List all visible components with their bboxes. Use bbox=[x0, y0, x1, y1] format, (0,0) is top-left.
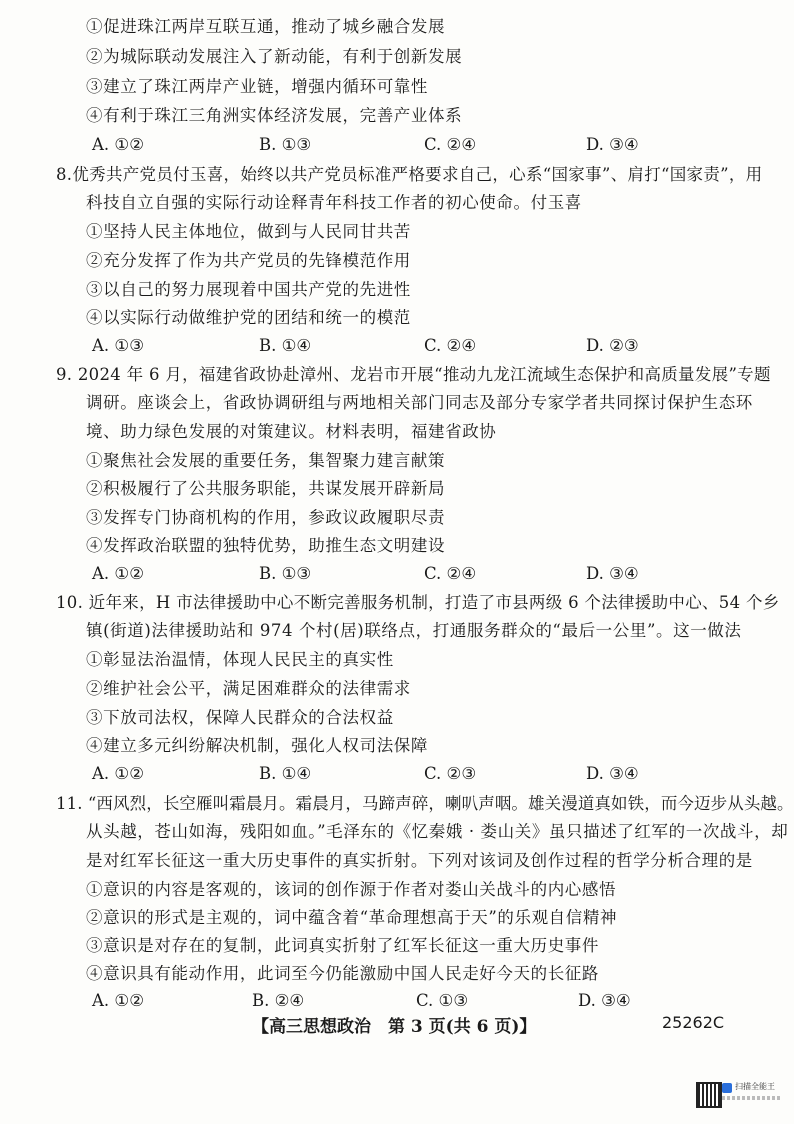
q11-stem-line-3: 是对红军长征这一重大历史事件的真实折射。下列对该词及创作过程的哲学分析合理的是 bbox=[86, 851, 753, 870]
q11-item-4: ④意识具有能动作用，此词至今仍能激励中国人民走好今天的长征路 bbox=[86, 964, 599, 983]
q9-item-4: ④发挥政治联盟的独特优势，助推生态文明建设 bbox=[86, 536, 446, 555]
scanner-app-name: 扫描全能王 bbox=[735, 1082, 775, 1091]
q7-item-2: ②为城际联动发展注入了新动能，有利于创新发展 bbox=[86, 47, 463, 66]
q7-option-b: B. ①③ bbox=[259, 135, 312, 154]
q11-stem-line-1: 11. “西风烈，长空雁叫霜晨月。霜晨月，马蹄声碎，喇叭声咽。雄关漫道真如铁，而今迈步从头越。 bbox=[56, 794, 794, 813]
q11-item-3: ③意识是对存在的复制，此词真实折射了红军长征这一重大历史事件 bbox=[86, 936, 599, 955]
q9-item-1: ①聚焦社会发展的重要任务，集智聚力建言献策 bbox=[86, 451, 446, 470]
q8-stem-line-1: 8.优秀共产党员付玉喜，始终以共产党员标准严格要求自己，心系“国家事”、肩打“国家责”，用 bbox=[56, 165, 763, 184]
q8-option-b: B. ①④ bbox=[259, 336, 312, 355]
q10-stem-line-1: 10. 近年来，H 市法律援助中心不断完善服务机制，打造了市县两级 6 个法律援助中心、54 个乡 bbox=[56, 593, 780, 612]
q9-option-c: C. ②④ bbox=[424, 564, 477, 583]
q10-stem-line-2: 镇(街道)法律援助站和 974 个村(居)联络点，打通服务群众的“最后一公里”。这一做法 bbox=[86, 621, 742, 640]
q8-option-d: D. ②③ bbox=[586, 336, 639, 355]
q10-option-a: A. ①② bbox=[92, 764, 144, 783]
q9-option-b: B. ①③ bbox=[259, 564, 312, 583]
q9-stem-line-3: 境、助力绿色发展的对策建议。材料表明，福建省政协 bbox=[86, 422, 497, 441]
q7-option-a: A. ①② bbox=[92, 135, 144, 154]
q10-item-3: ③下放司法权，保障人民群众的合法权益 bbox=[86, 708, 394, 727]
page-footer-title: 【高三思想政治 第 3 页(共 6 页)】 bbox=[252, 1017, 537, 1037]
q8-item-4: ④以实际行动做维护党的团结和统一的模范 bbox=[86, 308, 411, 327]
q9-item-2: ②积极履行了公共服务职能，共谋发展开辟新局 bbox=[86, 479, 446, 498]
q8-option-c: C. ②④ bbox=[424, 336, 477, 355]
qr-code-icon bbox=[696, 1082, 722, 1108]
q11-item-2: ②意识的形式是主观的，词中蕴含着“革命理想高于天”的乐观自信精神 bbox=[86, 908, 618, 927]
q11-stem-line-2: 从头越，苍山如海，残阳如血。”毛泽东的《忆秦娥 · 娄山关》虽只描述了红军的一次战斗，却 bbox=[86, 822, 789, 841]
q7-option-d: D. ③④ bbox=[586, 135, 639, 154]
q11-item-1: ①意识的内容是客观的，该词的创作源于作者对娄山关战斗的内心感悟 bbox=[86, 880, 617, 899]
q7-item-4: ④有利于珠江三角洲实体经济发展，完善产业体系 bbox=[86, 106, 463, 125]
exam-code: 25262C bbox=[662, 1013, 725, 1032]
q8-item-2: ②充分发挥了作为共产党员的先锋模范作用 bbox=[86, 251, 411, 270]
q7-item-1: ①促进珠江两岸互联互通，推动了城乡融合发展 bbox=[86, 17, 446, 36]
scanner-app-icon bbox=[722, 1083, 732, 1093]
q10-option-b: B. ①④ bbox=[259, 764, 312, 783]
q9-stem-line-1: 9. 2024 年 6 月，福建省政协赴漳州、龙岩市开展“推动九龙江流域生态保护和高质量发展”专题 bbox=[56, 365, 771, 384]
q8-option-a: A. ①③ bbox=[92, 336, 144, 355]
q8-item-1: ①坚持人民主体地位，做到与人民同甘共苦 bbox=[86, 222, 411, 241]
q8-item-3: ③以自己的努力展现着中国共产党的先进性 bbox=[86, 280, 411, 299]
q11-option-d: D. ③④ bbox=[578, 991, 631, 1010]
scanner-watermark-line bbox=[722, 1096, 782, 1100]
q9-stem-line-2: 调研。座谈会上，省政协调研组与两地相关部门同志及部分专家学者共同探讨保护生态环 bbox=[86, 393, 753, 412]
q9-option-d: D. ③④ bbox=[586, 564, 639, 583]
q11-option-b: B. ②④ bbox=[252, 991, 305, 1010]
q7-item-3: ③建立了珠江两岸产业链，增强内循环可靠性 bbox=[86, 77, 428, 96]
q9-item-3: ③发挥专门协商机构的作用，参政议政履职尽责 bbox=[86, 508, 446, 527]
q10-item-2: ②维护社会公平，满足困难群众的法律需求 bbox=[86, 679, 411, 698]
q10-option-d: D. ③④ bbox=[586, 764, 639, 783]
q8-stem-line-2: 科技自立自强的实际行动诠释青年科技工作者的初心使命。付玉喜 bbox=[86, 193, 582, 212]
q7-option-c: C. ②④ bbox=[424, 135, 477, 154]
q10-item-4: ④建立多元纠纷解决机制，强化人权司法保障 bbox=[86, 736, 428, 755]
q9-option-a: A. ①② bbox=[92, 564, 144, 583]
q11-option-c: C. ①③ bbox=[416, 991, 469, 1010]
q10-item-1: ①彰显法治温情，体现人民民主的真实性 bbox=[86, 650, 394, 669]
q10-option-c: C. ②③ bbox=[424, 764, 477, 783]
q11-option-a: A. ①② bbox=[92, 991, 144, 1010]
